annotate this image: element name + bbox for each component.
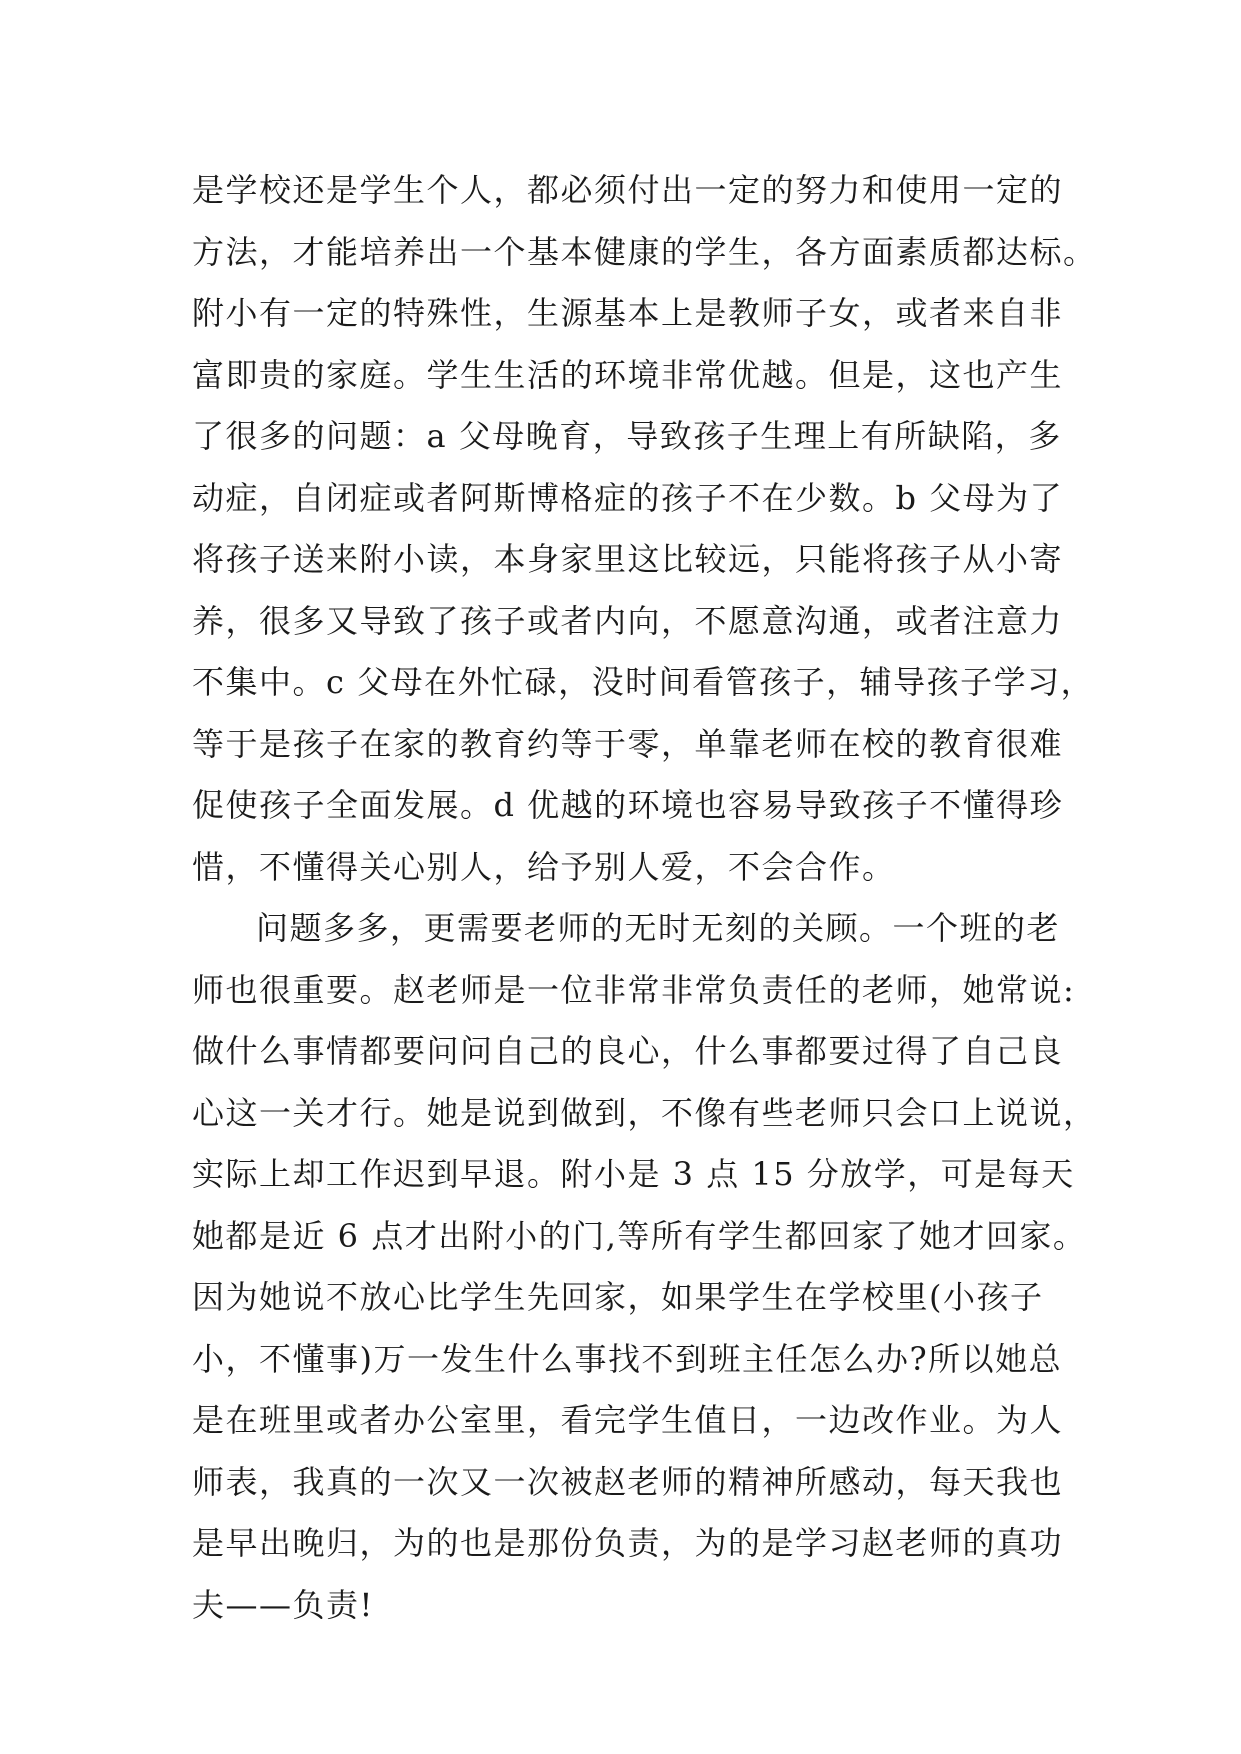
text-line: 附小有一定的特殊性，生源基本上是教师子女，或者来自非 bbox=[192, 294, 1064, 332]
text-line: 等于是孩子在家的教育约等于零，单靠老师在校的教育很难 bbox=[192, 724, 1064, 763]
text-line: 促使孩子全面发展。d 优越的环境也容易导致孩子不懂得珍 bbox=[192, 786, 1064, 824]
text-line: 不集中。c 父母在外忙碌，没时间看管孩子，辅导孩子学习， bbox=[192, 663, 1095, 701]
text-line: 养，很多又导致了孩子或者内向，不愿意沟通，或者注意力 bbox=[192, 601, 1064, 640]
text-line: 师也很重要。赵老师是一位非常非常负责任的老师，她常说: bbox=[192, 970, 1076, 1009]
text-line: 心这一关才行。她是说到做到，不像有些老师只会口上说说， bbox=[192, 1093, 1097, 1132]
text-line: 是学校还是学生个人，都必须付出一定的努力和使用一定的 bbox=[192, 171, 1064, 209]
text-line: 夫——负责! bbox=[192, 1585, 374, 1624]
text-line: 方法，才能培养出一个基本健康的学生，各方面素质都达标。 bbox=[192, 232, 1097, 271]
text-line: 小，不懂事)万一发生什么事找不到班主任怎么办?所以她总 bbox=[192, 1339, 1063, 1378]
text-line: 是早出晚归，为的也是那份负责，为的是学习赵老师的真功 bbox=[192, 1524, 1064, 1562]
text-line: 问题多多，更需要老师的无时无刻的关顾。一个班的老 bbox=[256, 909, 1061, 947]
text-line: 实际上却工作迟到早退。附小是 3 点 15 分放学，可是每天 bbox=[192, 1155, 1075, 1193]
text-line: 了很多的问题：a 父母晚育，导致孩子生理上有所缺陷，多 bbox=[192, 417, 1062, 455]
text-line: 做什么事情都要问问自己的良心，什么事都要过得了自己良 bbox=[192, 1032, 1064, 1070]
text-line: 因为她说不放心比学生先回家，如果学生在学校里(小孩子 bbox=[192, 1278, 1044, 1316]
paragraph-1 bbox=[192, 160, 1097, 898]
text-line: 师表，我真的一次又一次被赵老师的精神所感动，每天我也 bbox=[192, 1462, 1064, 1501]
text-line: 富即贵的家庭。学生生活的环境非常优越。但是，这也产生 bbox=[192, 355, 1064, 394]
body-text bbox=[192, 160, 1097, 1636]
text-line: 动症，自闭症或者阿斯博格症的孩子不在少数。b 父母为了 bbox=[192, 478, 1064, 517]
text-line: 将孩子送来附小读，本身家里这比较远，只能将孩子从小寄 bbox=[192, 540, 1064, 578]
text-line: 惜，不懂得关心别人，给予别人爱，不会合作。 bbox=[192, 847, 896, 886]
text-line: 是在班里或者办公室里，看完学生值日，一边改作业。为人 bbox=[192, 1401, 1064, 1439]
paragraph-2 bbox=[192, 898, 1097, 1636]
text-line: 她都是近 6 点才出附小的门,等所有学生都回家了她才回家。 bbox=[192, 1216, 1087, 1255]
